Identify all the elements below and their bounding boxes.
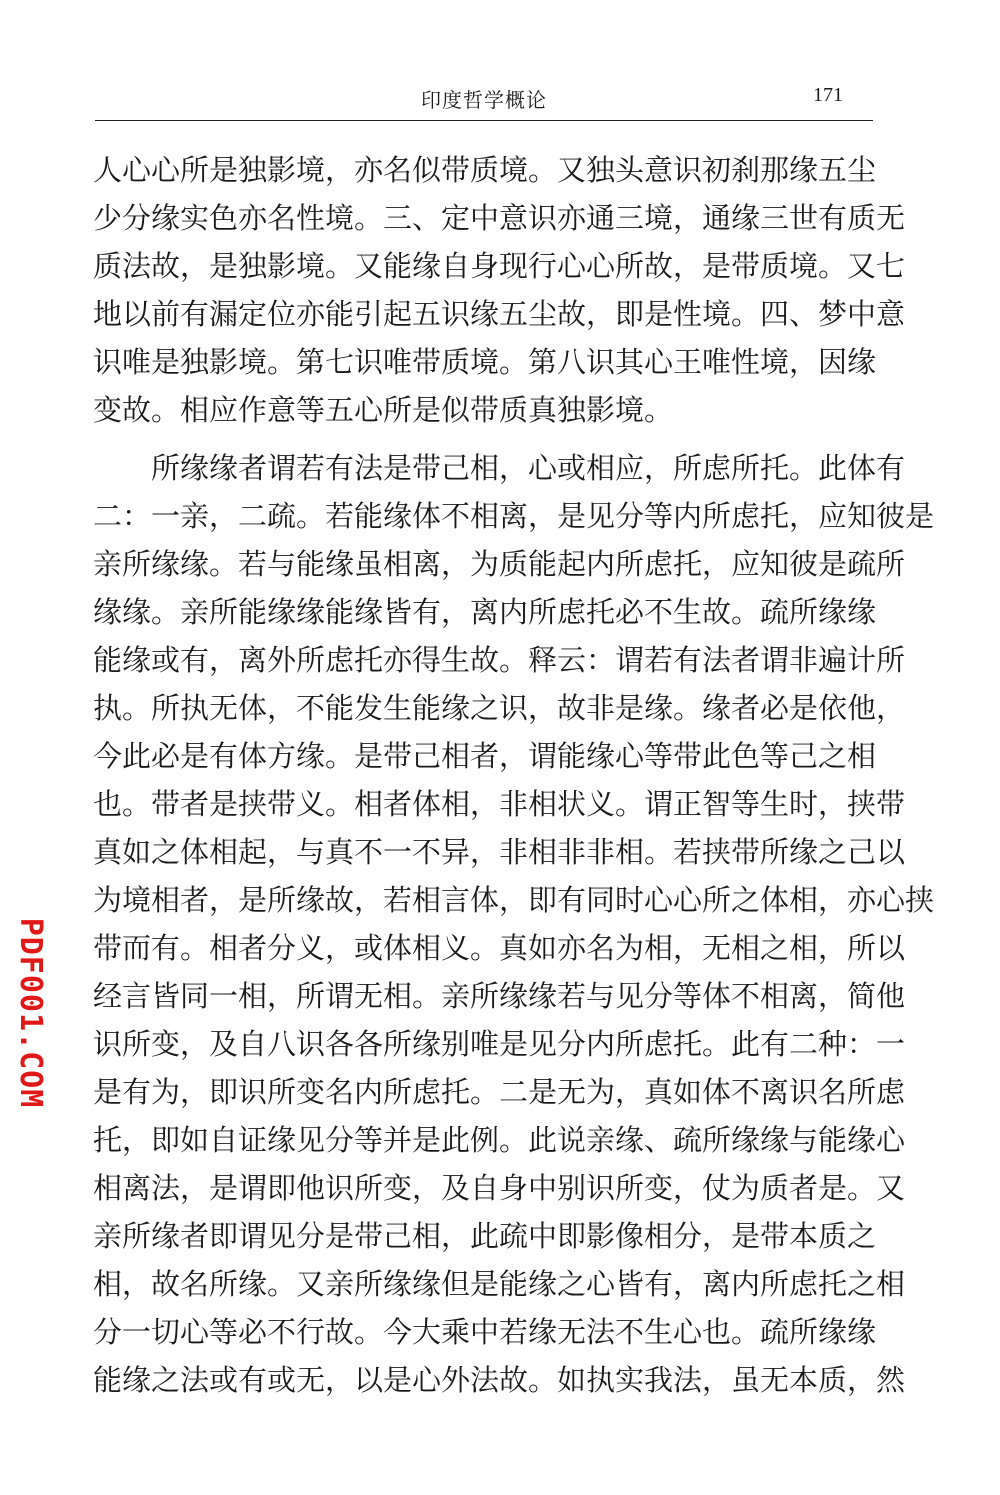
body-text xyxy=(93,146,935,1404)
text-line: 亲所缘者即谓见分是带己相，此疏中即影像相分，是带本质之 xyxy=(93,1219,877,1253)
text-line: 今此必是有体方缘。是带己相者，谓能缘心等带此色等己之相 xyxy=(93,739,877,773)
text-line: 地以前有漏定位亦能引起五识缘五尘故，即是性境。四、梦中意 xyxy=(93,297,906,331)
text-line: 变故。相应作意等五心所是似带质真独影境。 xyxy=(93,393,674,427)
text-line: 真如之体相起，与真不一不异，非相非非相。若挟带所缘之己以 xyxy=(93,835,906,869)
text-line: 带而有。相者分义，或体相义。真如亦名为相，无相之相，所以 xyxy=(93,931,906,965)
text-line: 缘缘。亲所能缘缘能缘皆有，离内所虑托必不生故。疏所缘缘 xyxy=(93,595,877,629)
text-line: 是有为，即识所变名内所虑托。二是无为，真如体不离识名所虑 xyxy=(93,1075,906,1109)
text-line: 少分缘实色亦名性境。三、定中意识亦通三境，通缘三世有质无 xyxy=(93,201,906,235)
paragraph-gap xyxy=(93,434,875,444)
text-line: 识所变，及自八识各各所缘别唯是见分内所虑托。此有二种：一 xyxy=(93,1027,906,1061)
text-line: 也。带者是挟带义。相者体相，非相状义。谓正智等生时，挟带 xyxy=(93,787,906,821)
text-line: 人心心所是独影境，亦名似带质境。又独头意识初刹那缘五尘 xyxy=(93,153,877,187)
text-line: 经言皆同一相，所谓无相。亲所缘缘若与见分等体不相离，简他 xyxy=(93,979,906,1013)
text-line: 执。所执无体，不能发生能缘之识，故非是缘。缘者必是依他， xyxy=(93,691,906,725)
text-line: 所缘缘者谓若有法是带己相，心或相应，所虑所托。此体有 xyxy=(93,451,906,485)
text-line: 分一切心等必不行故。今大乘中若缘无法不生心也。疏所缘缘 xyxy=(93,1315,877,1349)
text-line: 能缘或有，离外所虑托亦得生故。释云：谓若有法者谓非遍计所 xyxy=(93,643,906,677)
running-header xyxy=(95,78,873,118)
watermark: PDF001.COM xyxy=(13,917,48,1109)
text-line: 质法故，是独影境。又能缘自身现行心心所故，是带质境。又七 xyxy=(93,249,906,283)
text-line: 相，故名所缘。又亲所缘缘但是能缘之心皆有，离内所虑托之相 xyxy=(93,1267,906,1301)
text-line: 亲所缘缘。若与能缘虽相离，为质能起内所虑托，应知彼是疏所 xyxy=(93,547,906,581)
text-line: 二：一亲，二疏。若能缘体不相离，是见分等内所虑托，应知彼是 xyxy=(93,499,935,533)
text-line: 托，即如自证缘见分等并是此例。此说亲缘、疏所缘缘与能缘心 xyxy=(93,1123,906,1157)
running-title: 印度哲学概论 xyxy=(421,88,547,112)
header-rule xyxy=(95,120,873,121)
text-line: 相离法，是谓即他识所变，及自身中别识所变，仗为质者是。又 xyxy=(93,1171,906,1205)
page-number: 171 xyxy=(813,84,843,106)
text-line: 识唯是独影境。第七识唯带质境。第八识其心王唯性境，因缘 xyxy=(93,345,877,379)
text-line: 能缘之法或有或无，以是心外法故。如执实我法，虽无本质，然 xyxy=(93,1363,906,1397)
text-line: 为境相者，是所缘故，若相言体，即有同时心心所之体相，亦心挟 xyxy=(93,883,935,917)
